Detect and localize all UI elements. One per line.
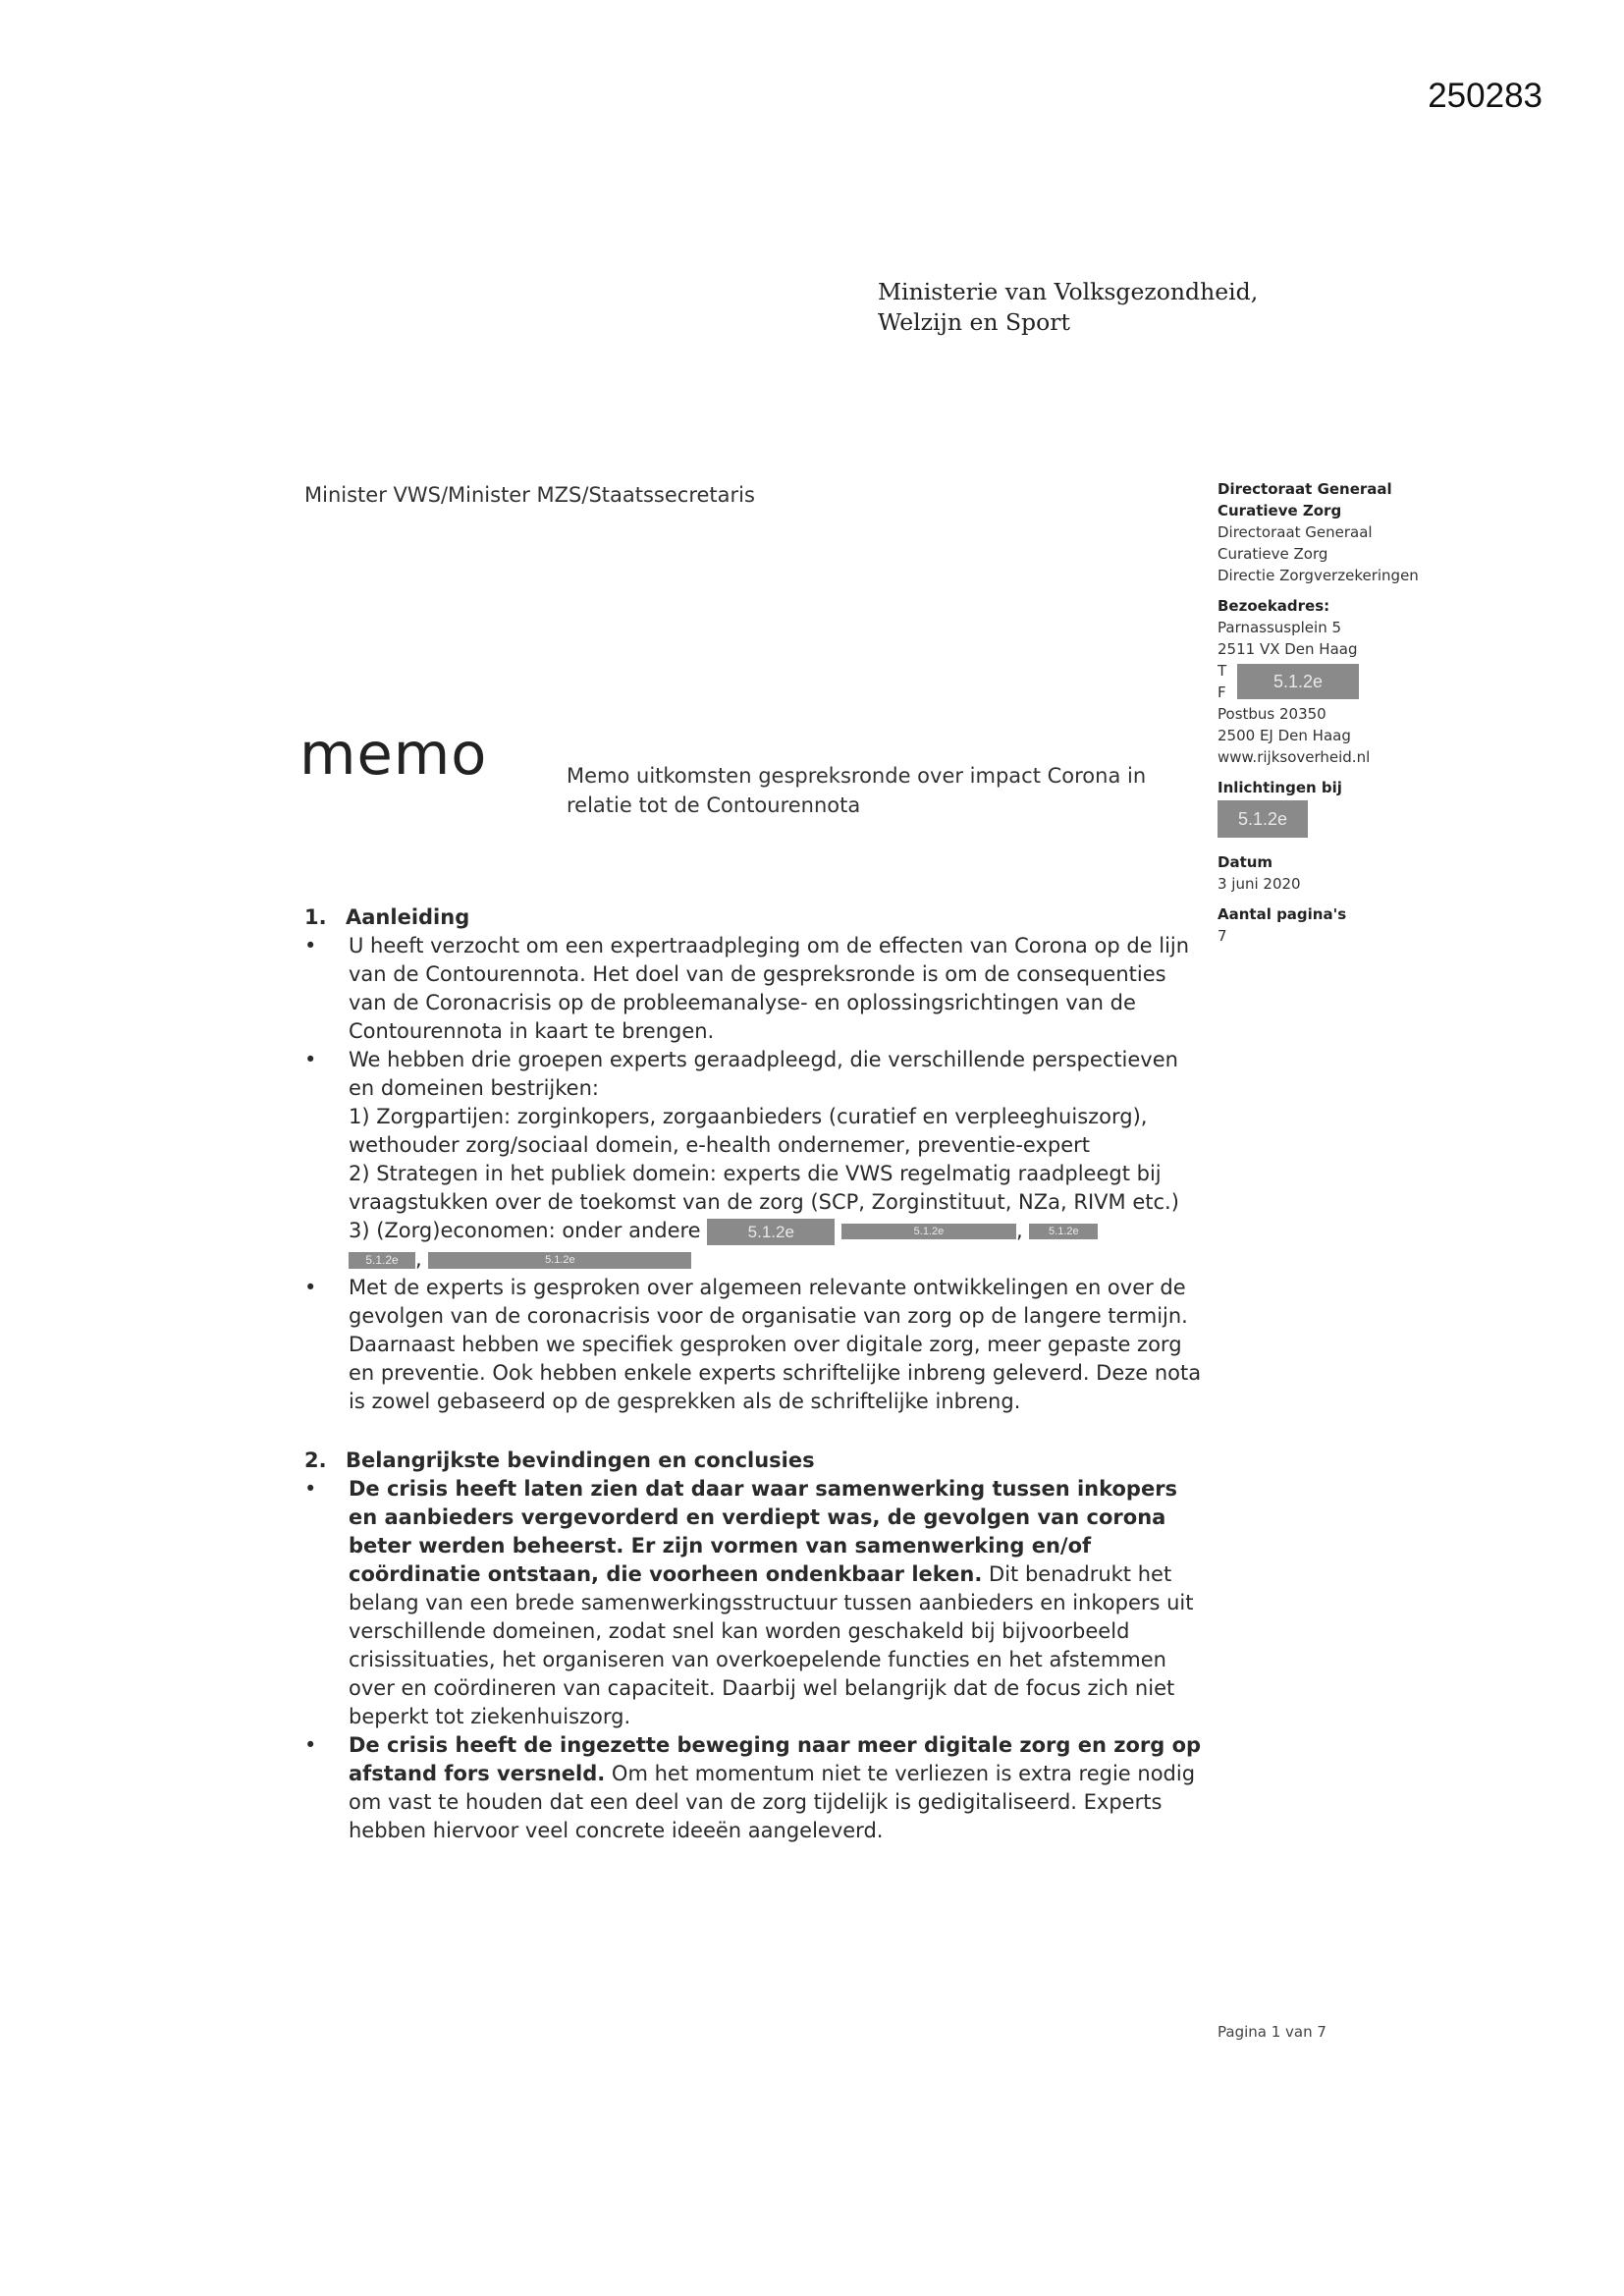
section-1-bullet-1: U heeft verzocht om een expertraadpleging om de effecten van Corona op de lijn van de Contourennota. Het doel van de gespreksronde is om de consequenties van de Coronacrisis op de probleemanalyse- en oplossingsrichtingen van de Contourennota in kaart te brengen.: [349, 934, 1190, 1043]
redaction-block: 5.1.2e: [1029, 1224, 1098, 1239]
list-item: [304, 1274, 1208, 1416]
section-1-heading: [304, 903, 1208, 932]
redaction-block: 5.1.2e: [428, 1252, 691, 1269]
phone-label: T: [1218, 662, 1227, 680]
section-1-title: Aanleiding: [346, 905, 470, 929]
section-1-group-3-text: 3) (Zorg)economen: onder andere: [349, 1219, 701, 1242]
section-2-list: [304, 1475, 1208, 1845]
postbus-city: 2500 EJ Den Haag: [1218, 727, 1351, 744]
document-number: 250283: [1428, 77, 1543, 115]
list-item: [304, 1046, 1208, 1274]
memo-title: memo: [299, 720, 488, 788]
ministry-logo-text: [878, 277, 1258, 338]
dg-line-2: Curatieve Zorg: [1218, 545, 1328, 563]
section-1-number: 1.: [304, 905, 327, 929]
fax-label: F: [1218, 683, 1226, 701]
redaction-phone: 5.1.2e: [1237, 664, 1359, 699]
postbus: Postbus 20350: [1218, 705, 1326, 723]
sidebar-info: [1218, 478, 1492, 947]
section-2-bullet-2-text: Om het momentum niet te verliezen is extra regie nodig om vast te houden dat een deel van de zorg tijdelijk is gedigitaliseerd. Experts hebben hiervoor veel concrete ideeën aangeleverd.: [349, 1762, 1196, 1842]
redaction-block: 5.1.2e: [841, 1224, 1016, 1239]
dg-subtitle: Curatieve Zorg: [1218, 502, 1342, 519]
section-1-group-1: 1) Zorgpartijen: zorginkopers, zorgaanbieders (curatief en verpleeghuiszorg), wethouder zorg/sociaal domein, e-health ondernemer, preventie-expert: [349, 1105, 1148, 1157]
ministry-line-2: Welzijn en Sport: [878, 308, 1070, 336]
postcode-city: 2511 VX Den Haag: [1218, 640, 1358, 658]
section-2-bullet-1-text: Dit benadrukt het belang van een brede samenwerkingsstructuur tussen aanbieders en inkopers uit verschillende domeinen, zodat snel kan worden geschakeld bij bijvoorbeeld crisissituaties, het organiseren van overkoepelende functies en het afstemmen over en coördineren van capaciteit. Daarbij wel belangrijk dat de focus zich niet beperkt tot ziekenhuiszorg.: [349, 1562, 1194, 1728]
section-1-list: [304, 932, 1208, 1416]
redaction-block: 5.1.2e: [707, 1219, 835, 1245]
redaction-block: 5.1.2e: [349, 1252, 415, 1269]
ministry-line-1: Ministerie van Volksgezondheid,: [878, 278, 1259, 305]
date-label: Datum: [1218, 853, 1273, 871]
section-2-bullet-2-bold: De crisis heeft de ingezette beweging naar meer digitale zorg en zorg op afstand fors versneld.: [349, 1733, 1202, 1785]
pages-label: Aantal pagina's: [1218, 905, 1347, 923]
addressee: Minister VWS/Minister MZS/Staatssecretaris: [304, 483, 755, 507]
section-2-title: Belangrijkste bevindingen en conclusies: [346, 1449, 815, 1472]
memo-subject: Memo uitkomsten gespreksronde over impact Corona in relatie tot de Contourennota: [567, 764, 1147, 817]
section-1-group-3: 3) (Zorg)economen: onder andere 5.1.2e 5.1.2e , 5.1.2e 5.1.2e , 5.1.2e: [349, 1217, 1208, 1274]
directie: Directie Zorgverzekeringen: [1218, 567, 1419, 584]
website: www.rijksoverheid.nl: [1218, 748, 1371, 766]
visit-address-label: Bezoekadres:: [1218, 597, 1330, 615]
info-label: Inlichtingen bij: [1218, 779, 1342, 796]
section-1-bullet-3: Met de experts is gesproken over algemeen relevante ontwikkelingen en over de gevolgen van de coronacrisis voor de organisatie van zorg op de langere termijn. Daarnaast hebben we specifiek gesproken over digitale zorg, meer gepaste zorg en preventie. Ook hebben enkele experts schriftelijke inbreng geleverd. Deze nota is zowel gebaseerd op de gesprekken als de schriftelijke inbreng.: [349, 1276, 1202, 1413]
date-value: 3 juni 2020: [1218, 875, 1301, 893]
section-2-number: 2.: [304, 1449, 327, 1472]
list-item: [304, 1731, 1208, 1845]
list-item: [304, 932, 1208, 1046]
list-item: [304, 1475, 1208, 1731]
pages-value: 7: [1218, 927, 1227, 945]
dg-line-1: Directoraat Generaal: [1218, 523, 1373, 541]
redaction-contact: 5.1.2e: [1218, 800, 1308, 838]
page-footer: Pagina 1 van 7: [1218, 2023, 1326, 2041]
section-1-bullet-2-intro: • We hebben drie groepen experts geraadpleegd, die verschillende perspectieven en domeinen bestrijken:: [349, 1048, 1178, 1100]
dg-title: Directoraat Generaal: [1218, 480, 1392, 498]
memo-body: [304, 903, 1208, 1845]
section-2-bullet-1-bold: De crisis heeft laten zien dat daar waar samenwerking tussen inkopers en aanbieders vergevorderd en verdiept was, de gevolgen van corona beter werden beheerst. Er zijn vormen van samenwerking en/of coördinatie ontstaan, die voorheen ondenkbaar leken.: [349, 1477, 1178, 1586]
section-2-heading: [304, 1447, 1208, 1475]
phone-fax-row: [1218, 660, 1492, 703]
street: Parnassusplein 5: [1218, 619, 1342, 636]
section-1-group-2: 2) Strategen in het publiek domein: experts die VWS regelmatig raadpleegt bij vraagstukken over de toekomst van de zorg (SCP, Zorginstituut, NZa, RIVM etc.): [349, 1162, 1179, 1214]
